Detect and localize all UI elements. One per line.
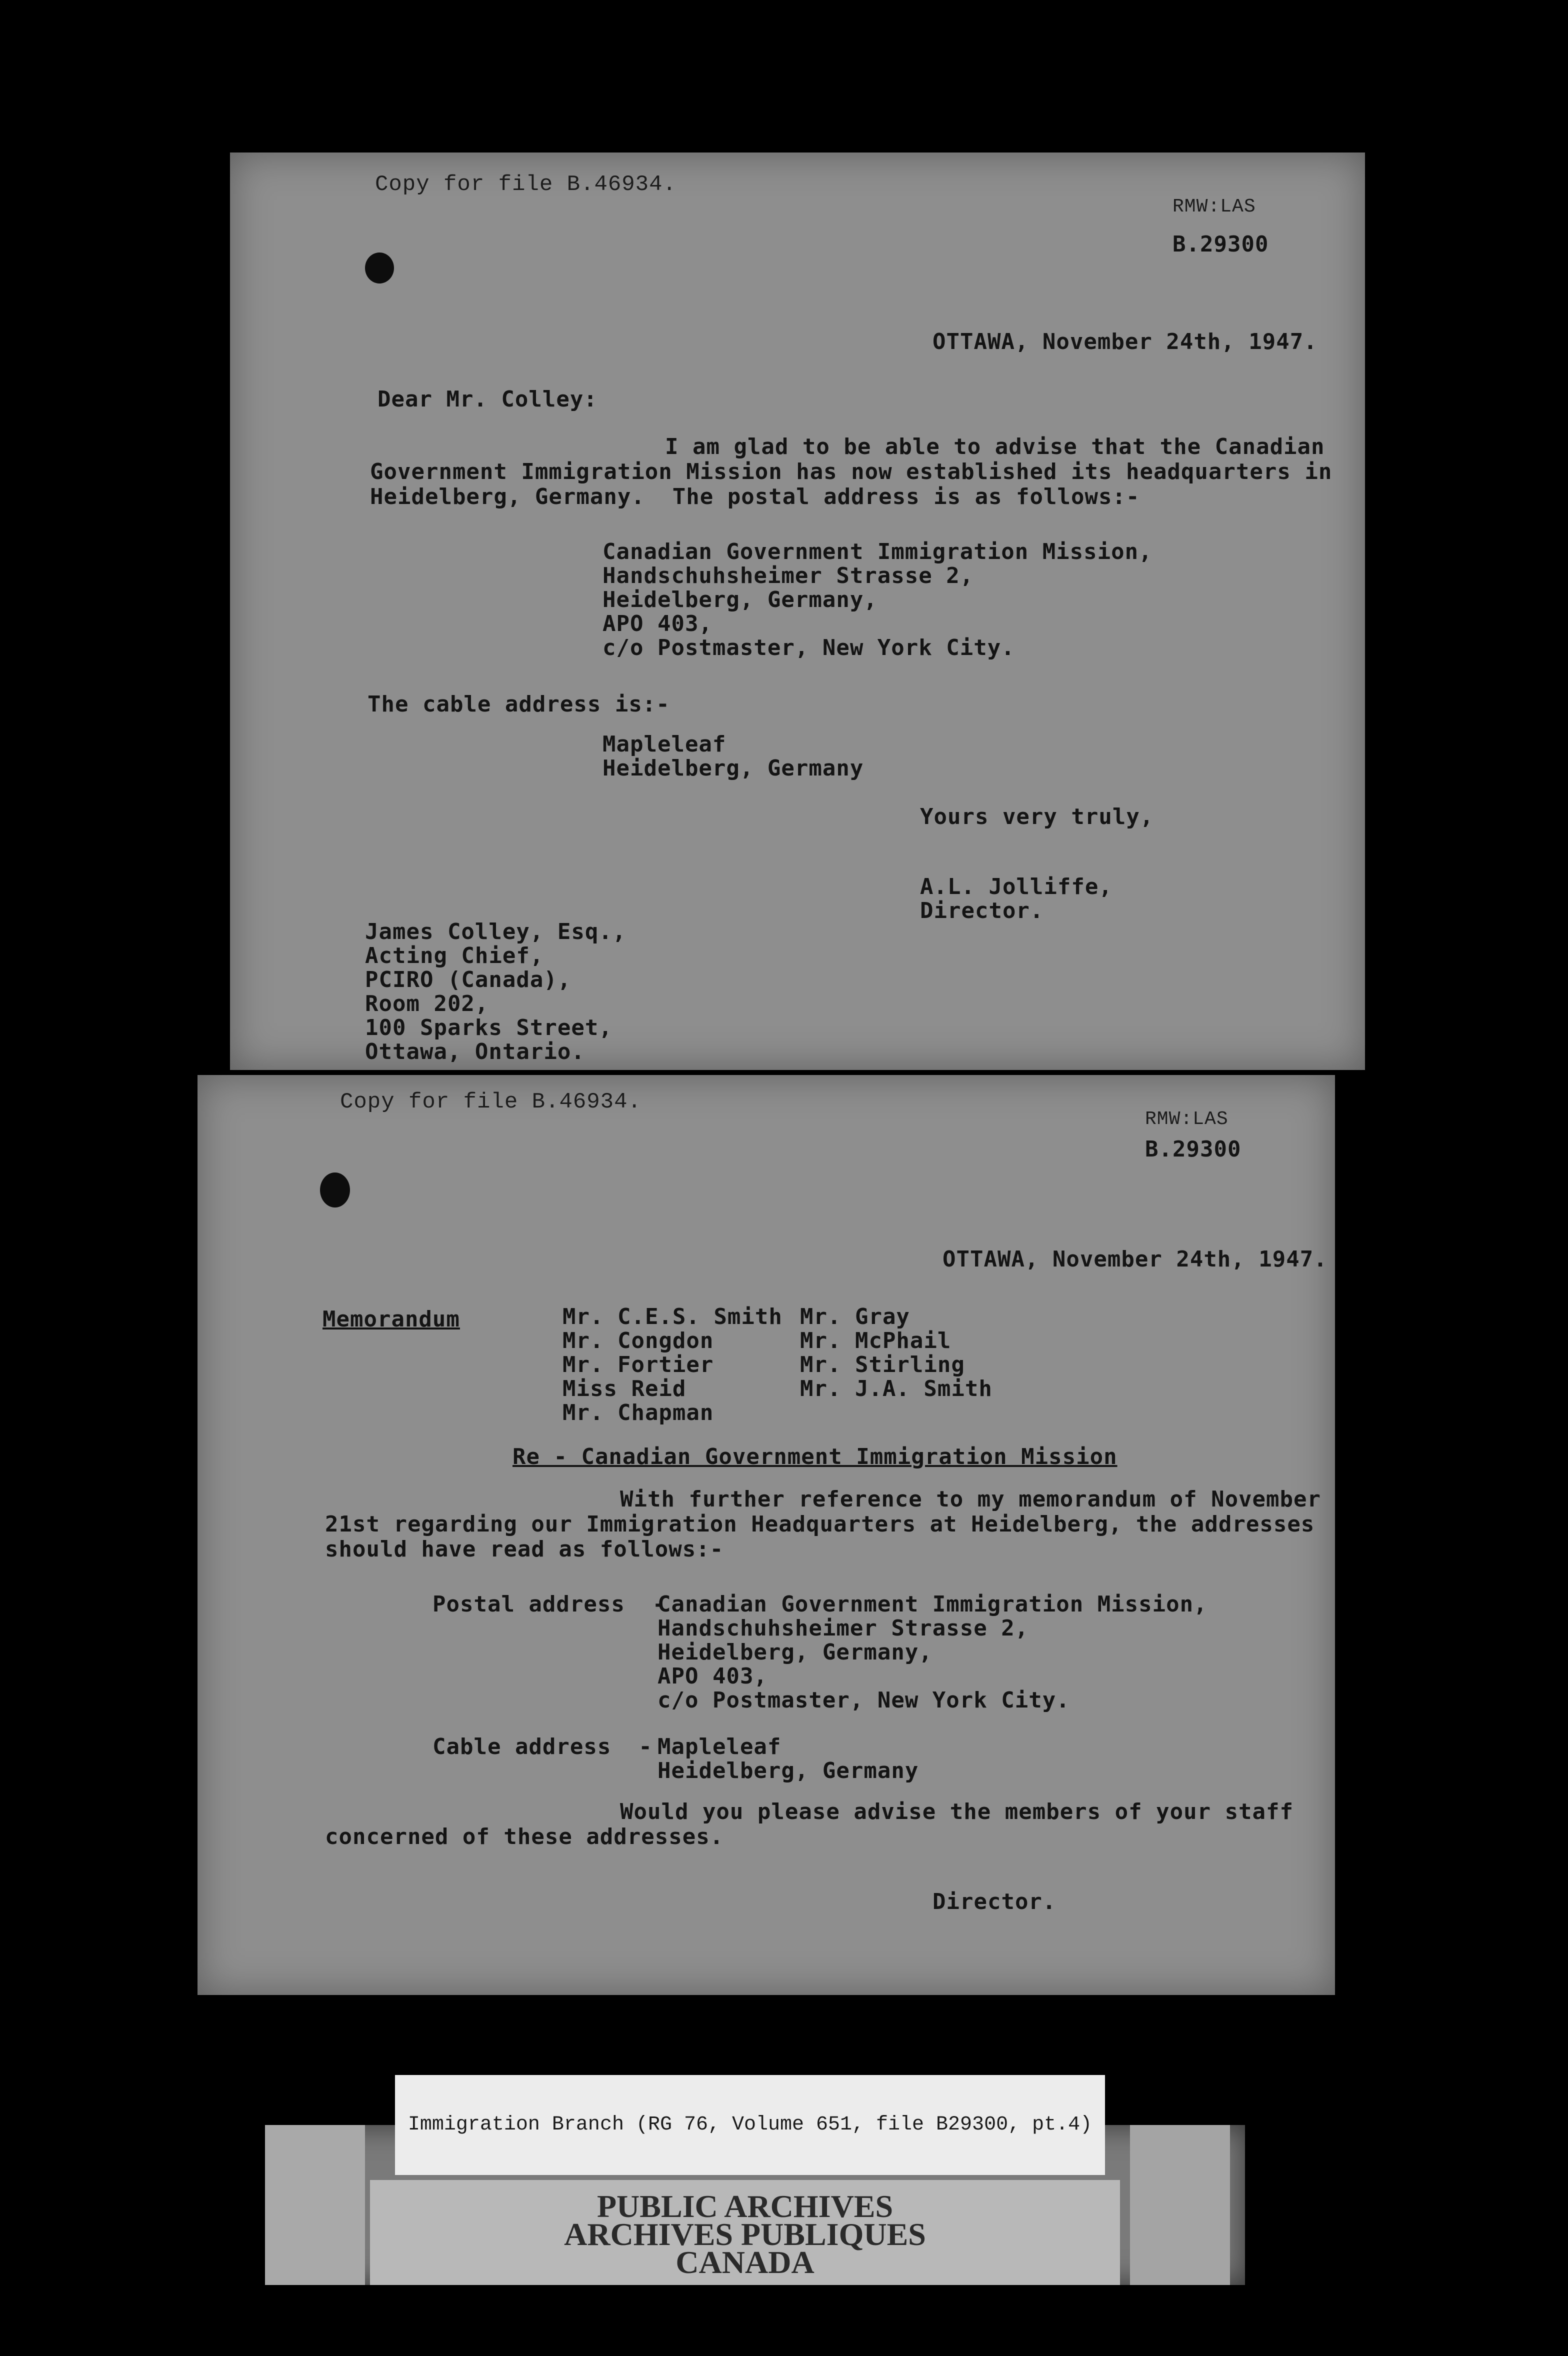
recipient-name: Mr. McPhail — [800, 1328, 952, 1354]
address-line: Canadian Government Immigration Mission, — [602, 539, 1152, 564]
letter-cable-intro: The cable address is:- — [368, 692, 670, 717]
memo-label: Memorandum — [322, 1306, 460, 1332]
letter-body-line: Government Immigration Mission has now established its headquarters in — [370, 459, 1332, 484]
memo-body-line: 21st regarding our Immigration Headquarters at Heidelberg, the addresses — [325, 1512, 1315, 1537]
letter-recipient-address — [365, 920, 626, 1064]
memo-recipients-right — [800, 1305, 992, 1401]
address-line: Room 202, — [365, 991, 489, 1016]
ink-blot — [320, 1172, 350, 1208]
address-line: c/o Postmaster, New York City. — [602, 635, 1015, 660]
address-line: Heidelberg, Germany, — [658, 1640, 932, 1665]
letter-body-line: I am glad to be able to advise that the Canadian — [665, 434, 1325, 460]
memo-sheet — [198, 1075, 1335, 1995]
archive-stamp — [370, 2188, 1120, 2280]
letter-initials: RMW:LAS — [1172, 196, 1256, 218]
memo-initials: RMW:LAS — [1145, 1108, 1228, 1130]
memo-postal-label: Postal address - — [432, 1592, 666, 1617]
address-line: James Colley, Esq., — [365, 919, 626, 944]
memo-date: OTTAWA, November 24th, 1947. — [942, 1246, 1328, 1272]
address-line: Acting Chief, — [365, 943, 544, 968]
letter-sheet — [230, 152, 1365, 1070]
address-line: Mapleleaf — [602, 732, 726, 757]
address-line: APO 403, — [602, 611, 712, 636]
archive-label: Immigration Branch (RG 76, Volume 651, file B29300, pt.4) — [395, 2075, 1105, 2175]
memo-body-line: should have read as follows:- — [325, 1536, 724, 1562]
letter-date: OTTAWA, November 24th, 1947. — [932, 329, 1318, 354]
address-line: c/o Postmaster, New York City. — [658, 1688, 1070, 1713]
address-line: Heidelberg, Germany — [602, 756, 864, 781]
stamp-left-tab — [265, 2125, 365, 2285]
recipient-name: Mr. Gray — [800, 1304, 910, 1330]
memo-body-line: With further reference to my memorandum of November — [620, 1486, 1322, 1512]
stamp-line: PUBLIC ARCHIVES — [596, 2188, 894, 2224]
stamp-line: CANADA — [676, 2244, 814, 2280]
address-line: Mapleleaf — [658, 1734, 782, 1760]
memo-cable-label: Cable address - — [432, 1734, 652, 1760]
recipient-name: Mr. Congdon — [562, 1328, 714, 1354]
memo-recipients-left — [562, 1305, 782, 1425]
memo-subject: Re - Canadian Government Immigration Mission — [512, 1444, 1118, 1470]
address-line: Ottawa, Ontario. — [365, 1039, 585, 1064]
recipient-name: Miss Reid — [562, 1376, 686, 1402]
address-line: APO 403, — [658, 1664, 768, 1689]
letter-signature-block — [920, 875, 1112, 923]
recipient-name: Mr. Chapman — [562, 1400, 714, 1426]
address-line: Canadian Government Immigration Mission, — [658, 1592, 1208, 1617]
stamp-right-tab — [1130, 2125, 1230, 2285]
address-line: Handschuhsheimer Strasse 2, — [602, 563, 974, 588]
ink-blot — [365, 252, 394, 284]
address-line: PCIRO (Canada), — [365, 967, 572, 992]
recipient-name: Mr. Stirling — [800, 1352, 965, 1378]
recipient-name: Mr. J.A. Smith — [800, 1376, 992, 1402]
memo-postal-address — [658, 1592, 1208, 1712]
address-line: 100 Sparks Street, — [365, 1015, 612, 1040]
recipient-name: Mr. Fortier — [562, 1352, 714, 1378]
memo-closing-line: concerned of these addresses. — [325, 1824, 724, 1850]
memo-file-copy: Copy for file B.46934. — [340, 1090, 642, 1114]
address-line: Heidelberg, Germany — [658, 1758, 919, 1784]
memo-signatory-title: Director. — [932, 1889, 1056, 1914]
letter-cable-address — [602, 732, 864, 780]
address-line: Heidelberg, Germany, — [602, 587, 878, 612]
address-line: Handschuhsheimer Strasse 2, — [658, 1616, 1029, 1641]
signatory-title: Director. — [920, 898, 1044, 924]
letter-file-number: B.29300 — [1172, 232, 1269, 257]
stamp-line: ARCHIVES PUBLIQUES — [564, 2216, 926, 2252]
memo-file-number: B.29300 — [1145, 1136, 1242, 1162]
letter-body-line: Heidelberg, Germany. The postal address is as follows:- — [370, 484, 1140, 510]
letter-file-copy: Copy for file B.46934. — [375, 172, 676, 197]
letter-salutation: Dear Mr. Colley: — [378, 386, 598, 412]
letter-postal-address — [602, 540, 1152, 660]
signatory-name: A.L. Jolliffe, — [920, 874, 1112, 900]
letter-closing: Yours very truly, — [920, 804, 1154, 830]
memo-cable-address — [658, 1735, 918, 1783]
memo-closing-line: Would you please advise the members of your staff — [620, 1799, 1294, 1824]
recipient-name: Mr. C.E.S. Smith — [562, 1304, 782, 1330]
